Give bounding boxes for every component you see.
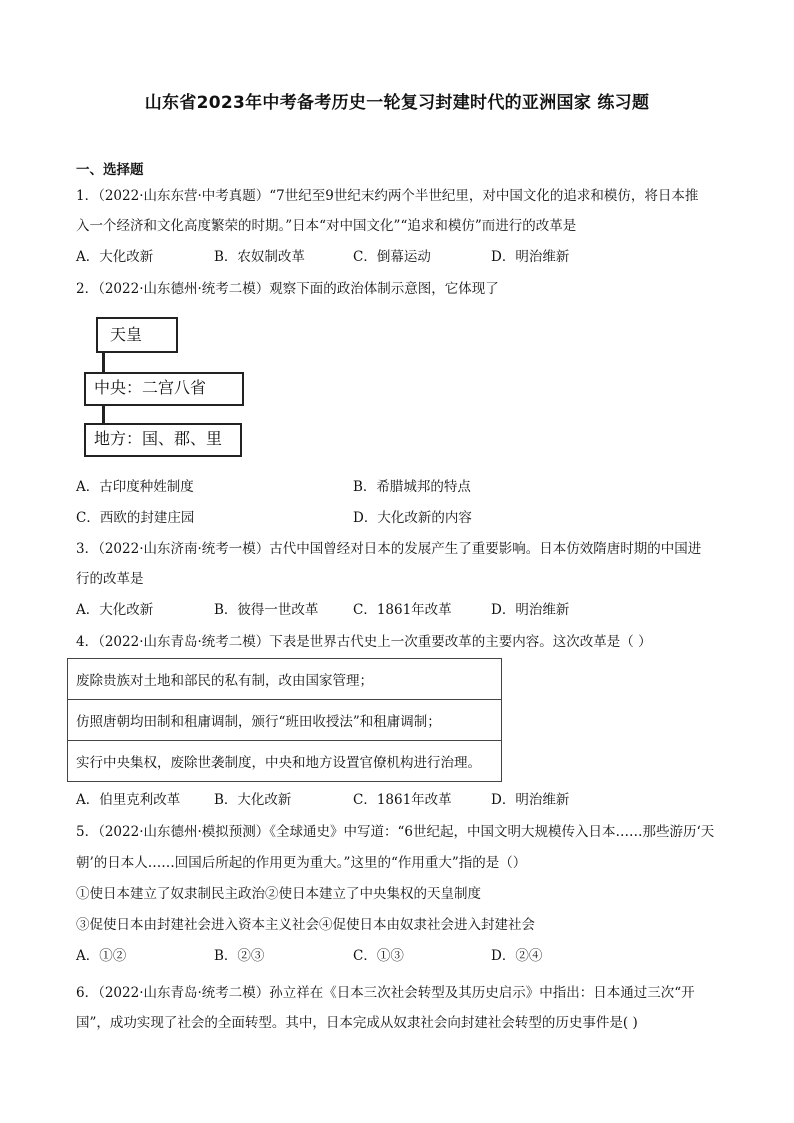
diagram-box-local: 地方：国、郡、里 bbox=[84, 423, 242, 457]
option-c[interactable]: C．1861年改革 bbox=[353, 602, 452, 618]
question-4-line-1: 4．（2022·山东青岛·统考二模）下表是世界古代史上一次重要改革的主要内容。这次改革是（ ） bbox=[76, 634, 652, 650]
diagram-connector bbox=[102, 353, 105, 373]
question-2-line-1: 2．（2022·山东德州·统考二模）观察下面的政治体制示意图，它体现了 bbox=[76, 281, 499, 297]
question-5-statement-1: ①使日本建立了奴隶制民主政治②使日本建立了中央集权的天皇制度 bbox=[76, 886, 481, 902]
table-row bbox=[68, 741, 502, 782]
table-cell: 废除贵族对土地和部民的私有制，改由国家管理； bbox=[68, 659, 502, 700]
page-title: 山东省2023年中考备考历史一轮复习封建时代的亚洲国家 练习题 bbox=[144, 93, 650, 113]
option-d[interactable]: D．大化改新的内容 bbox=[353, 510, 472, 526]
option-c[interactable]: C．倒幕运动 bbox=[353, 249, 431, 265]
option-a[interactable]: A．伯里克利改革 bbox=[76, 792, 181, 808]
question-1-line-1: 1．（2022·山东东营·中考真题）“7世纪至9世纪末约两个半世纪里，对中国文化的追求和模仿，将日本推 bbox=[76, 188, 699, 204]
table-row bbox=[68, 659, 502, 700]
section-heading: 一、选择题 bbox=[76, 162, 144, 178]
political-system-diagram bbox=[84, 317, 254, 467]
diagram-box-emperor: 天皇 bbox=[96, 317, 178, 353]
option-c[interactable]: C．西欧的封建庄园 bbox=[76, 510, 195, 526]
question-6-line-1: 6．（2022·山东青岛·统考二模）孙立祥在《日本三次社会转型及其历史启示》中指出：日本通过三次“开 bbox=[76, 985, 695, 1001]
question-3-line-2: 行的改革是 bbox=[76, 571, 144, 587]
question-5-line-1: 5．（2022·山东德州·模拟预测）《全球通史》中写道：“6世纪起，中国文明大规模传入日本……那些游历‘天 bbox=[76, 824, 715, 840]
question-6-line-2: 国”，成功实现了社会的全面转型。其中，日本完成从奴隶社会向封建社会转型的历史事件是( ) bbox=[76, 1015, 638, 1031]
option-c[interactable]: C．1861年改革 bbox=[353, 792, 452, 808]
option-d[interactable]: D．②④ bbox=[491, 948, 543, 964]
option-b[interactable]: B．②③ bbox=[214, 948, 265, 964]
option-b[interactable]: B．希腊城邦的特点 bbox=[353, 479, 471, 495]
option-b[interactable]: B．大化改新 bbox=[214, 792, 292, 808]
option-a[interactable]: A．大化改新 bbox=[76, 602, 154, 618]
option-a[interactable]: A．①② bbox=[76, 948, 127, 964]
question-5-line-2: 朝’的日本人……回国后所起的作用更为重大。”这里的“作用重大”指的是（） bbox=[76, 855, 527, 871]
option-c[interactable]: C．①③ bbox=[353, 948, 404, 964]
question-3-line-1: 3．（2022·山东济南·统考一模）古代中国曾经对日本的发展产生了重要影响。日本仿效隋唐时期的中国进 bbox=[76, 541, 702, 557]
table-cell: 实行中央集权，废除世袭制度，中央和地方设置官僚机构进行治理。 bbox=[68, 741, 502, 782]
option-d[interactable]: D．明治维新 bbox=[491, 249, 570, 265]
option-d[interactable]: D．明治维新 bbox=[491, 792, 570, 808]
question-5-statement-2: ③促使日本由封建社会进入资本主义社会④促使日本由奴隶社会进入封建社会 bbox=[76, 917, 535, 933]
option-a[interactable]: A．大化改新 bbox=[76, 249, 154, 265]
option-a[interactable]: A．古印度种姓制度 bbox=[76, 479, 194, 495]
diagram-connector bbox=[102, 406, 105, 424]
option-d[interactable]: D．明治维新 bbox=[491, 602, 570, 618]
option-b[interactable]: B．农奴制改革 bbox=[214, 249, 305, 265]
question-1-line-2: 入一个经济和文化高度繁荣的时期。”日本“对中国文化”“追求和模仿”而进行的改革是 bbox=[76, 218, 577, 234]
diagram-box-central: 中央：二宫八省 bbox=[84, 372, 244, 406]
reform-content-table bbox=[67, 658, 502, 782]
table-cell: 仿照唐朝均田制和租庸调制，颁行“班田收授法”和租庸调制； bbox=[68, 700, 502, 741]
option-b[interactable]: B．彼得一世改革 bbox=[214, 602, 319, 618]
table-row bbox=[68, 700, 502, 741]
